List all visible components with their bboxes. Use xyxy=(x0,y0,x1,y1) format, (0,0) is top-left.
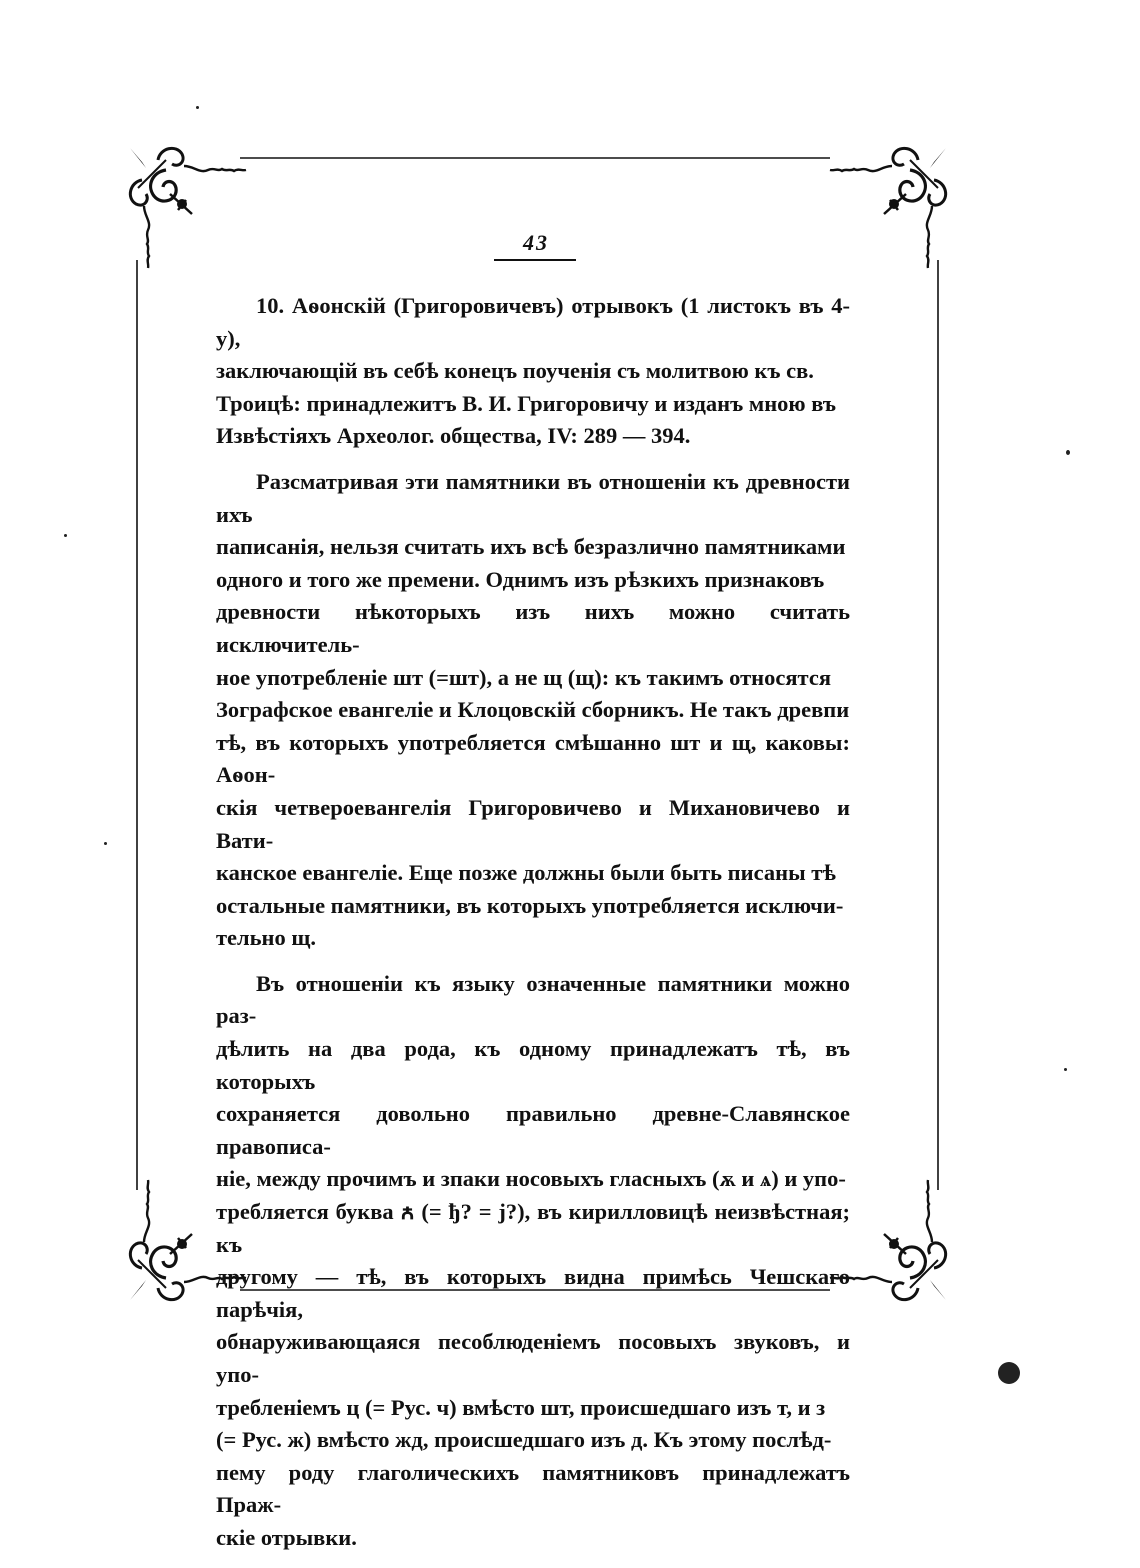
paragraph-language: Въ отношеніи къ языку означенные памятники можно раз- дѣлить на два рода, къ одному принадлежатъ тѣ, въ которыхъ сохраняется довольно правильно древне-Славянское правописа- ніе, между прочимъ и зпаки носовыхъ гласныхъ (ѫ и ѧ) и упо- требляется буква ꙉ (= ђ? = j?), въ кирилловицѣ неизвѣстная; къ другому — тѣ, въ которыхъ видна примѣсь Чешскаго парѣчія, обнаруживающаяся песоблюденіемъ посовыхъ звуковъ, и упо- требленіемъ ц (= Рус. ч) вмѣсто шт, происшедшаго изъ т, и з (= Рус. ж) вмѣсто жд, происшедшаго изъ д. Къ этому послѣд- пему роду глаголическихъ памятниковъ принадлежатъ Праж- скіе отрывки. xyxy=(216,970,850,1550)
ink-blot xyxy=(998,1362,1020,1384)
paragraph-athos-fragment: 10. Аѳонскій (Григоровичевъ) отрывокъ (1 листокъ въ 4-у), заключающій въ себѣ конецъ поученія съ молитвою къ св. Троицѣ: принадлежитъ В. И. Григоровичу и изданъ мною въ Извѣстіяхъ Археолог. общества, IV: 289 — 394. xyxy=(216,293,850,449)
corner-ornament-top-right xyxy=(830,148,946,268)
ink-speck xyxy=(104,842,107,845)
page-number: 43 xyxy=(523,230,549,255)
ink-speck xyxy=(1066,450,1070,455)
ink-speck xyxy=(196,106,199,109)
corner-ornament-top-left xyxy=(130,148,246,268)
paragraph-antiquity: Разсматривая эти памятники въ отношеніи къ древности ихъ паписанія, нельзя считать ихъ всѣ безразлично памятниками одного и того же премени. Однимъ изъ рѣзкихъ признаковъ древности нѣкоторыхъ изъ нихъ можно считать исключитель- ное употребленіе шт (=шт), а не щ (щ): къ такимъ относятся Зографское евангеліе и Клоцовскій сборникъ. Не такъ древпи тѣ, въ которыхъ употребляется смѣшанно шт и щ, каковы: Аѳон- скія четвероевангелія Григоровичево и Михановичево и Вати- канское евангеліе. Еще позже должны были быть писаны тѣ остальные памятники, въ которыхъ употребляется исключи- тельно щ. xyxy=(216,468,850,951)
body-text xyxy=(216,290,850,1568)
page-number-underline xyxy=(494,259,576,261)
ink-speck xyxy=(64,534,67,537)
ink-speck xyxy=(1064,1068,1067,1071)
